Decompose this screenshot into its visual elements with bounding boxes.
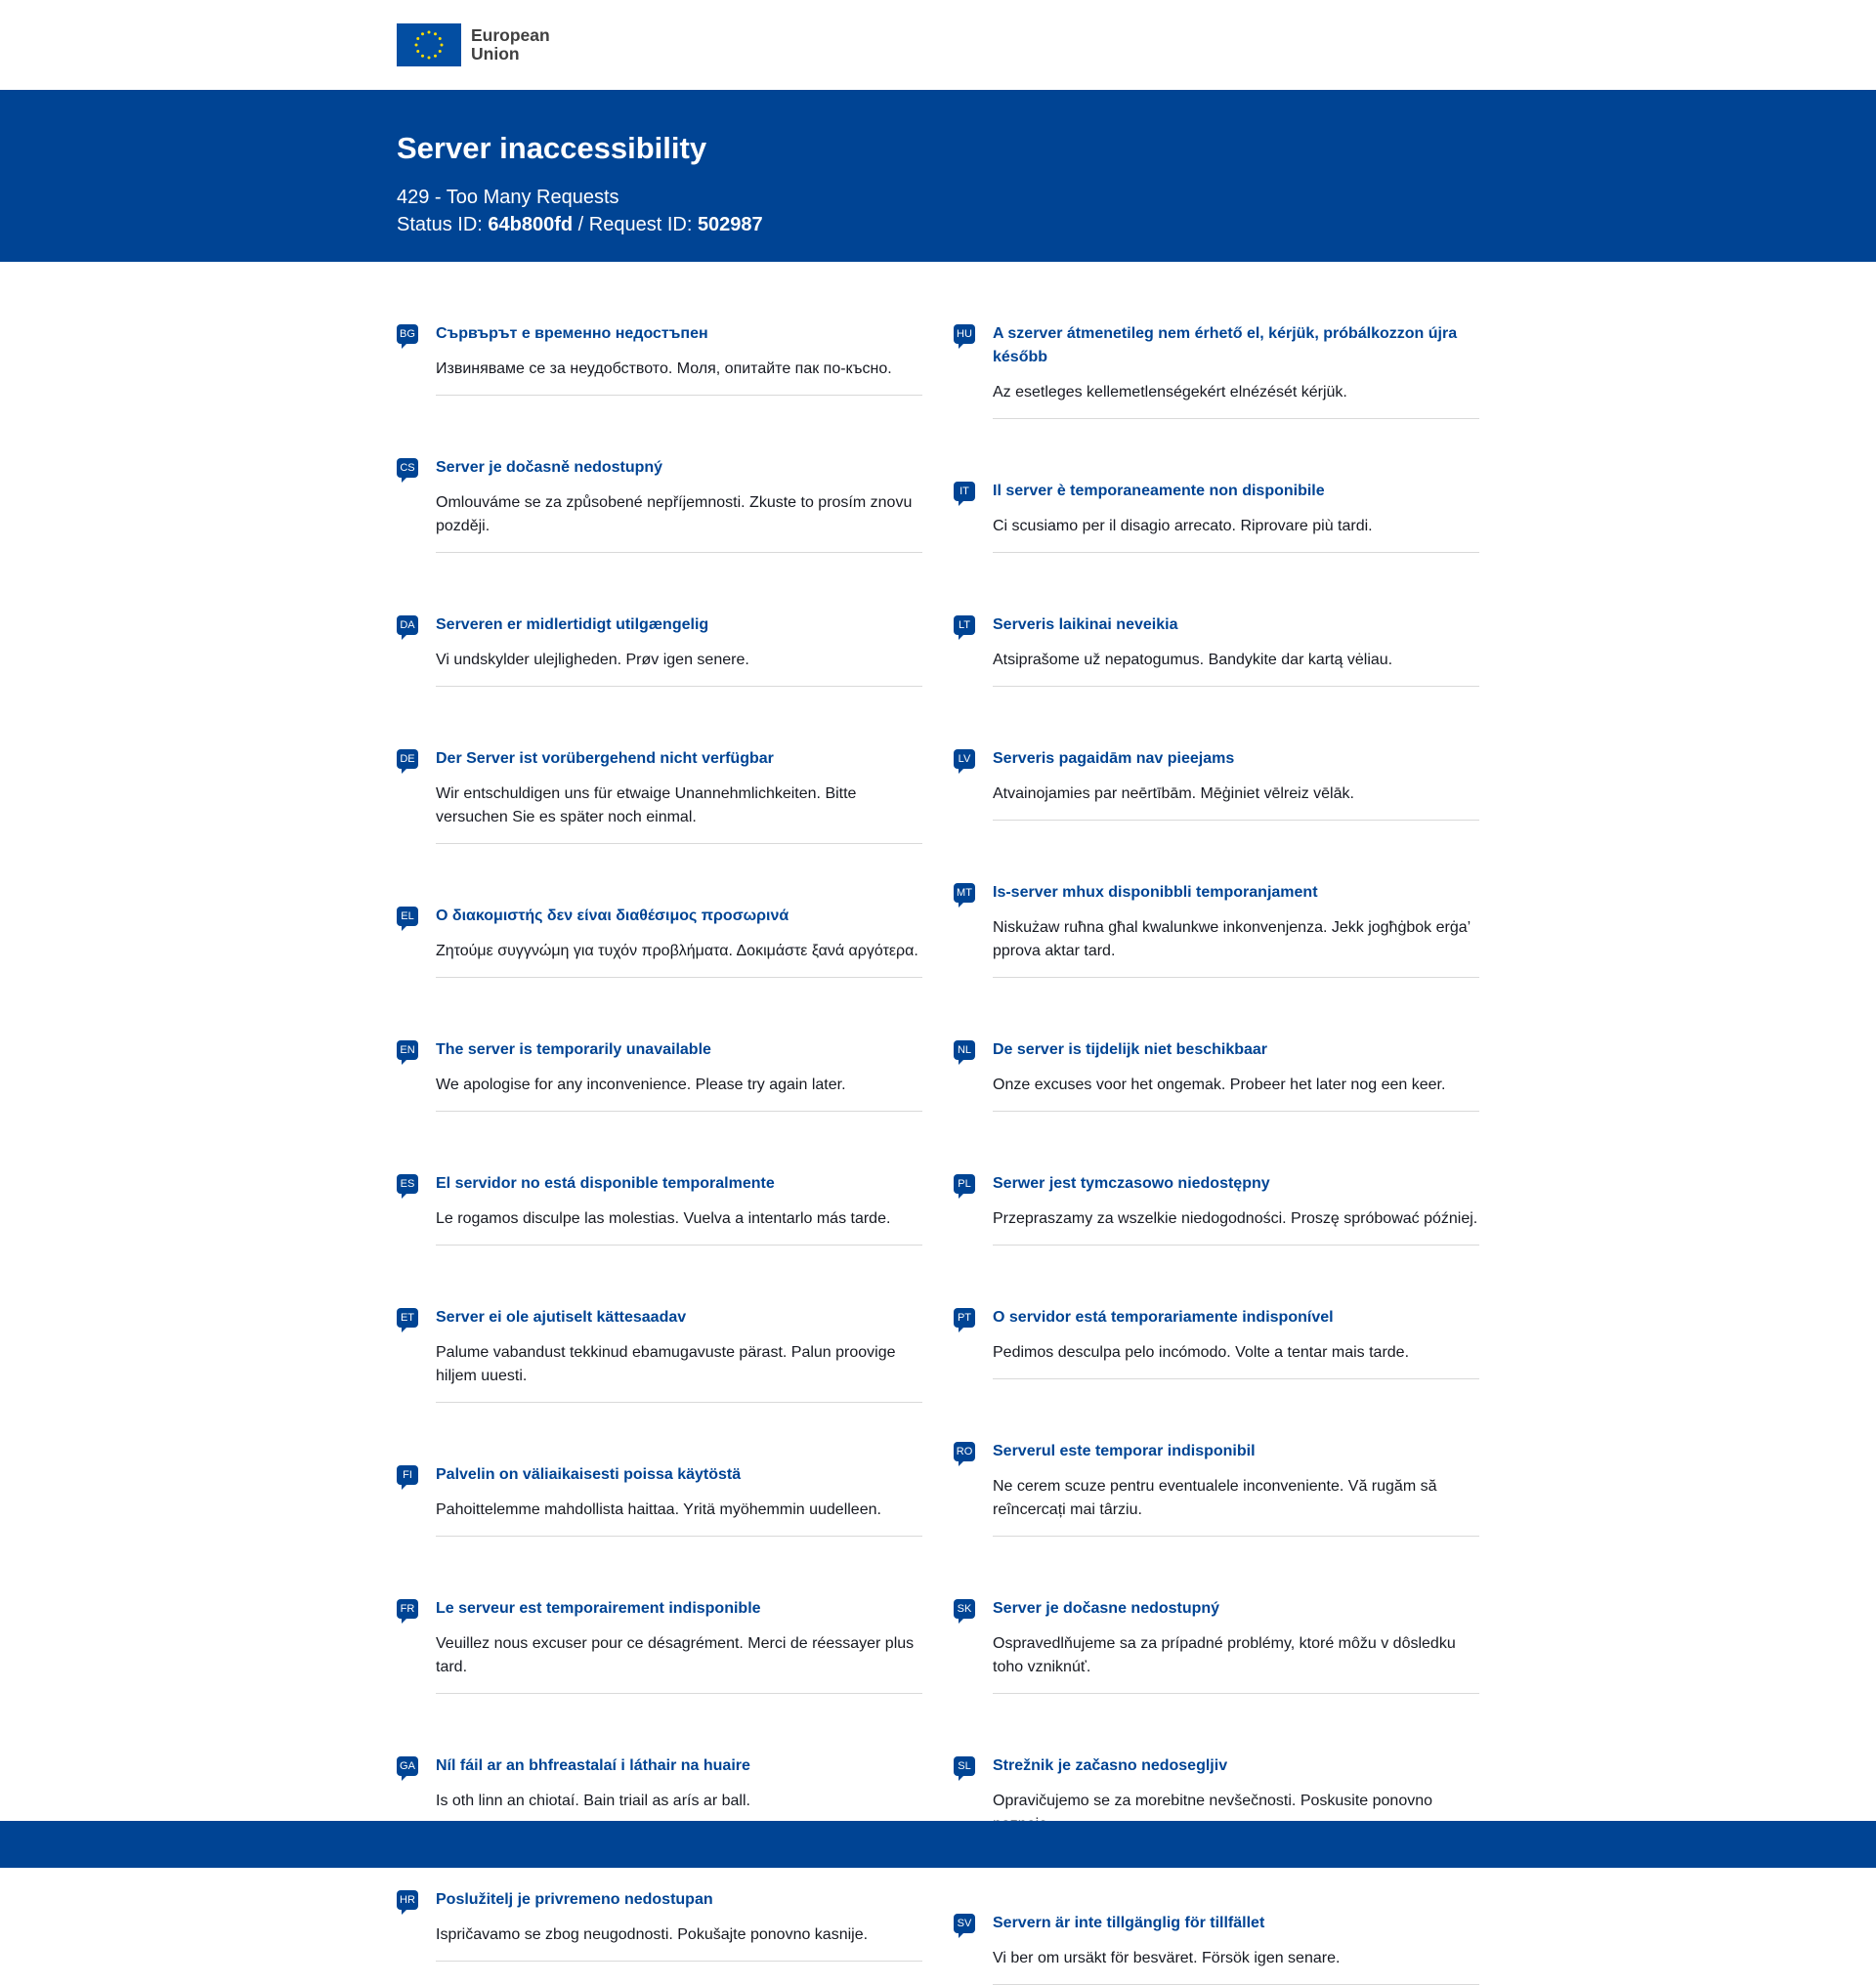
language-message-text: Is oth linn an chiotaí. Bain triail as arís ar ball. [436, 1793, 750, 1809]
language-message-item [397, 687, 922, 844]
language-message-text: Palume vabandust tekkinud ebamugavuste pärast. Palun proovige hiljem uuesti. [436, 1344, 896, 1384]
language-message-body [993, 613, 1479, 687]
language-message-body [993, 747, 1479, 821]
language-message-body [993, 1172, 1479, 1246]
language-code-badge: EN [397, 1040, 418, 1060]
language-message-body [993, 480, 1479, 553]
language-message-text: Vi ber om ursäkt för besväret. Försök igen senare. [993, 1950, 1341, 1966]
language-message-text: Pedimos desculpa pelo incómodo. Volte a tentar mais tarde. [993, 1344, 1410, 1361]
flag-star [428, 31, 431, 34]
language-message-text: Le rogamos disculpe las molestias. Vuelva a intentarlo más tarde. [436, 1210, 891, 1227]
language-message-item [954, 1246, 1479, 1379]
language-message-title: Server ei ole ajutiselt kättesaadav [436, 1309, 687, 1326]
language-message-body [436, 1172, 922, 1246]
language-message-title: Níl fáil ar an bhfreastalaí i láthair na huaire [436, 1757, 750, 1774]
language-message-item [954, 1537, 1479, 1694]
language-message-text: Wir entschuldigen uns für etwaige Unannehmlichkeiten. Bitte versuchen Sie es später noch einmal. [436, 785, 857, 825]
language-message-body [436, 1597, 922, 1694]
language-message-title: Serveris pagaidām nav pieejams [993, 750, 1235, 767]
logo-text-line2: Union [471, 44, 520, 63]
language-message-title: Poslužitelj je privremeno nedostupan [436, 1891, 713, 1908]
language-message-text: Ospravedlňujeme sa za prípadné problémy, ktoré môžu v dôsledku toho vzniknúť. [993, 1635, 1456, 1675]
language-code-badge: FI [397, 1465, 418, 1485]
language-message-text: Opravičujemo se za morebitne nevšečnosti. Poskusite ponovno [993, 1793, 1433, 1809]
language-message-title: Il server è temporaneamente non disponibile [993, 483, 1325, 499]
language-code-badge: HU [954, 324, 975, 344]
flag-star [434, 55, 437, 58]
language-message-item [397, 1246, 922, 1403]
language-message-text: Ζητούμε συγγνώμη για τυχόν προβλήματα. Δοκιμάστε ξανά αργότερα. [436, 943, 918, 959]
language-code-badge: GA [397, 1756, 418, 1776]
language-message-body [436, 1306, 922, 1403]
language-message-body [436, 905, 922, 978]
language-message-item [954, 262, 1479, 419]
language-message-item [397, 1537, 922, 1694]
language-message-item [954, 1379, 1479, 1537]
language-code-badge: DE [397, 749, 418, 769]
language-message-title: Le serveur est temporairement indisponible [436, 1600, 761, 1617]
language-message-title: Ο διακομιστής δεν είναι διαθέσιμος προσωρινά [436, 908, 789, 924]
language-message-title: Strežnik je začasno nedosegljiv [993, 1757, 1228, 1774]
language-message-body [436, 613, 922, 687]
language-message-title: Сървърът е временно недостъпен [436, 325, 708, 342]
language-message-title: El servidor no está disponible temporalmente [436, 1175, 775, 1192]
language-code-badge: SV [954, 1914, 975, 1933]
language-code-badge: LV [954, 749, 975, 769]
language-message-text: Atvainojamies par neērtībām. Mēģiniet vēlreiz vēlāk. [993, 785, 1354, 802]
language-code-badge: CS [397, 458, 418, 478]
flag-star [415, 44, 418, 47]
flag-star [416, 50, 419, 53]
language-code-badge: BG [397, 324, 418, 344]
language-code-badge: PL [954, 1174, 975, 1194]
language-message-item [397, 262, 922, 396]
language-message-text: Извиняваме се за неудобството. Моля, опитайте пак по-късно. [436, 360, 892, 377]
language-message-body [436, 1888, 922, 1962]
language-message-title: Server je dočasně nedostupný [436, 459, 663, 476]
language-message-text: Vi undskylder ulejligheden. Prøv igen senere. [436, 652, 749, 668]
logo-text-line1: European [471, 25, 550, 45]
language-message-title: Serveren er midlertidigt utilgængelig [436, 616, 709, 633]
language-message-body [993, 1306, 1479, 1379]
language-message-body [436, 456, 922, 553]
language-message-item [954, 687, 1479, 821]
language-message-item [954, 821, 1479, 978]
language-message-body [993, 1912, 1479, 1985]
language-message-title: O servidor está temporariamente indisponível [993, 1309, 1334, 1326]
language-message-title: Server je dočasne nedostupný [993, 1600, 1220, 1617]
status-id-label: Status ID: [397, 214, 489, 235]
language-message-body [436, 1463, 922, 1537]
language-message-text: We apologise for any inconvenience. Please try again later. [436, 1077, 846, 1093]
language-message-item [397, 1403, 922, 1537]
site-header [0, 0, 1876, 90]
language-message-title: Serverul este temporar indisponibil [993, 1443, 1256, 1459]
flag-star [416, 37, 419, 40]
eu-logo[interactable] [397, 23, 550, 66]
language-message-body [436, 1038, 922, 1112]
logo-text [471, 26, 550, 63]
error-code: 429 - Too Many Requests [397, 187, 619, 208]
request-identifiers [397, 213, 763, 236]
language-message-title: De server is tijdelijk niet beschikbaar [993, 1041, 1268, 1058]
site-footer [0, 1821, 1876, 1868]
language-message-item [397, 1112, 922, 1246]
language-message-body [993, 1038, 1479, 1112]
flag-star [439, 37, 442, 40]
language-message-text: Ispričavamo se zbog neugodnosti. Pokušajte ponovno kasnije. [436, 1926, 869, 1943]
language-message-title: Servern är inte tillgänglig för tillfället [993, 1915, 1265, 1931]
language-message-text: Przepraszamy za wszelkie niedogodności. Proszę spróbować później. [993, 1210, 1478, 1227]
language-message-item [954, 1851, 1479, 1985]
language-code-badge: PT [954, 1308, 975, 1328]
flag-star [434, 32, 437, 35]
flag-star [439, 50, 442, 53]
language-message-title: Palvelin on väliaikaisesti poissa käytöstä [436, 1466, 742, 1483]
language-code-badge: HR [397, 1890, 418, 1910]
language-message-title: Serveris laikinai neveikia [993, 616, 1178, 633]
language-code-badge: FR [397, 1599, 418, 1619]
language-message-body [436, 322, 922, 396]
flag-star [428, 57, 431, 60]
language-message-text: Pahoittelemme mahdollista haittaa. Yritä myöhemmin uudelleen. [436, 1501, 881, 1518]
language-message-title: A szerver átmenetileg nem érhető el, kérjük, próbálkozzon újra később [993, 325, 1458, 365]
language-message-title: The server is temporarily unavailable [436, 1041, 711, 1058]
language-message-item [397, 844, 922, 978]
language-message-item [397, 553, 922, 687]
language-code-badge: LT [954, 615, 975, 635]
language-code-badge: RO [954, 1442, 975, 1461]
language-message-text: Onze excuses voor het ongemak. Probeer het later nog een keer. [993, 1077, 1446, 1093]
language-code-badge: SK [954, 1599, 975, 1619]
language-code-badge: IT [954, 482, 975, 501]
eu-flag-icon [397, 23, 461, 66]
language-message-body [993, 322, 1479, 419]
page-banner [0, 90, 1876, 262]
language-message-item [397, 396, 922, 553]
language-message-text: Niskużaw ruħna għal kwalunkwe inkonvenjenza. Jekk jogħġbok erġa’ pprova aktar tard. [993, 919, 1471, 959]
language-message-title: Der Server ist vorübergehend nicht verfügbar [436, 750, 774, 767]
language-code-badge: SL [954, 1756, 975, 1776]
language-column-right [954, 262, 1479, 1985]
language-messages [397, 262, 1479, 1966]
flag-star [441, 44, 444, 47]
language-message-item [397, 978, 922, 1112]
language-message-item [954, 1112, 1479, 1246]
language-code-badge: ES [397, 1174, 418, 1194]
page-title: Server inaccessibility [397, 131, 707, 165]
language-message-title: Serwer jest tymczasowo niedostępny [993, 1175, 1270, 1192]
language-code-badge: NL [954, 1040, 975, 1060]
language-message-body [993, 881, 1479, 978]
language-message-text: Ne cerem scuze pentru eventualele inconveniente. Vă rugăm să reîncercați mai târziu. [993, 1478, 1437, 1518]
language-message-body [436, 747, 922, 844]
language-code-badge: ET [397, 1308, 418, 1328]
language-code-badge: DA [397, 615, 418, 635]
flag-star [421, 55, 424, 58]
language-column-left [397, 262, 922, 1962]
language-code-badge: EL [397, 907, 418, 926]
language-message-text: Veuillez nous excuser pour ce désagrément. Merci de réessayer plus tard. [436, 1635, 915, 1675]
language-message-body [436, 1754, 922, 1828]
language-message-text: Atsiprašome už nepatogumus. Bandykite dar kartą vėliau. [993, 652, 1393, 668]
language-code-badge: MT [954, 883, 975, 903]
language-message-item [954, 419, 1479, 553]
language-message-text: Omlouváme se za způsobené nepříjemnosti. Zkuste to prosím znovu později. [436, 494, 913, 534]
language-message-item [954, 553, 1479, 687]
flag-star [421, 32, 424, 35]
status-id-value: 64b800fd [488, 214, 574, 235]
language-message-text: Ci scusiamo per il disagio arrecato. Riprovare più tardi. [993, 518, 1373, 534]
language-message-body [993, 1440, 1479, 1537]
language-message-title: Is-server mhux disponibbli temporanjament [993, 884, 1318, 901]
request-id-value: 502987 [697, 214, 763, 235]
language-message-text: Az esetleges kellemetlenségekért elnézését kérjük. [993, 384, 1347, 401]
language-message-body [993, 1597, 1479, 1694]
language-message-item [397, 1694, 922, 1828]
request-id-label: / Request ID: [573, 214, 698, 235]
language-message-item [954, 978, 1479, 1112]
